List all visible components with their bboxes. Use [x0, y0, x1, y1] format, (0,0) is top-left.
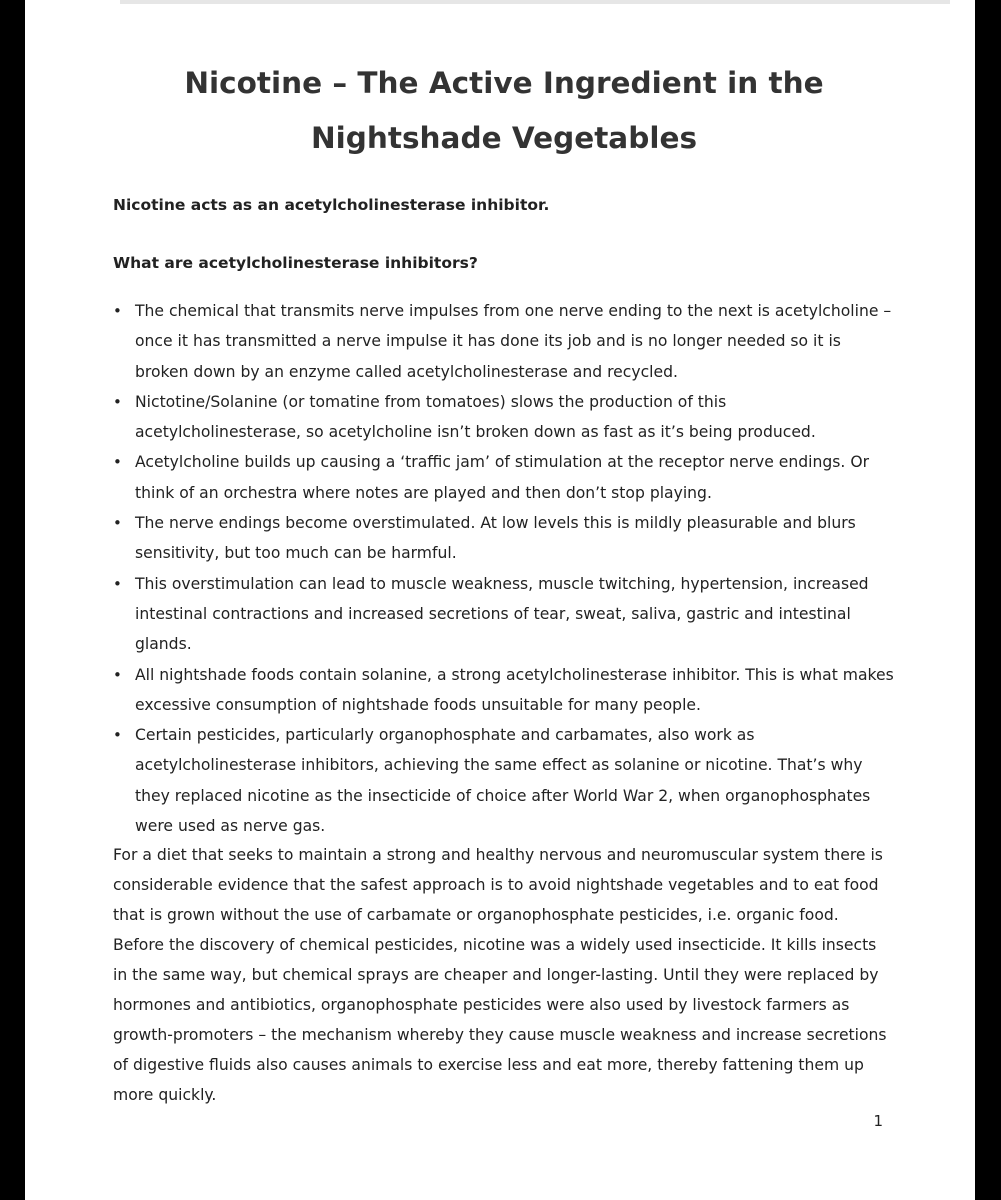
list-item — [113, 720, 895, 841]
bullet-icon: • — [113, 302, 122, 320]
list-item — [113, 508, 895, 569]
list-item-text: The nerve endings become overstimulated. At low levels this is mildly pleasurable and blurs sensitivity, but too much can be harmful. — [135, 514, 856, 563]
page-number: 1 — [873, 1112, 883, 1130]
list-item — [113, 447, 895, 508]
bullet-icon: • — [113, 665, 122, 684]
bullet-list — [113, 296, 895, 841]
page-top-edge — [120, 0, 950, 4]
document-content — [113, 56, 895, 1111]
body-paragraph-history: Before the discovery of chemical pesticides, nicotine was a widely used insecticide. It kills insects in the same way, but chemical sprays are cheaper and longer-lasting. Until they were replaced by hormones and antibiotics, organophosphate pesticides were also used by livestock farmers as growth-promoters – the mechanism whereby they cause muscle weakness and increase secretions of digestive fluids also causes animals to exercise less and eat more, thereby fattening them up more quickly. — [113, 936, 887, 1104]
bullet-icon: • — [113, 514, 122, 533]
intro-statement: Nicotine acts as an acetylcholinesterase inhibitor. — [113, 196, 550, 214]
list-item — [113, 569, 895, 660]
bullet-icon: • — [113, 726, 122, 745]
list-item-text: All nightshade foods contain solanine, a strong acetylcholinesterase inhibitor. This is what makes excessive consumption of nightshade foods unsuitable for many people. — [135, 665, 894, 714]
list-item-text: The chemical that transmits nerve impulses from one nerve ending to the next is acetylcholine – once it has transmitted a nerve impulse it has done its job and is no longer needed so it is broken down by an enzyme called acetylcholinesterase and recycled. — [135, 302, 892, 381]
list-item — [113, 296, 895, 387]
list-item — [113, 660, 895, 721]
body-paragraph-diet: For a diet that seeks to maintain a strong and healthy nervous and neuromuscular system there is considerable evidence that the safest approach is to avoid nightshade vegetables and to eat food that is grown without the use of carbamate or organophosphate pesticides, i.e. organic food. — [113, 846, 883, 925]
list-item-text: Acetylcholine builds up causing a ‘traffic jam’ of stimulation at the receptor nerve endings. Or think of an orchestra where notes are played and then don’t stop playing. — [135, 453, 870, 502]
bullet-icon: • — [113, 453, 122, 472]
bullet-icon: • — [113, 574, 122, 593]
section-heading: What are acetylcholinesterase inhibitors? — [113, 254, 478, 272]
document-title: Nicotine – The Active Ingredient in the Nightshade Vegetables — [184, 66, 824, 155]
list-item — [113, 387, 895, 448]
list-item-text: This overstimulation can lead to muscle weakness, muscle twitching, hypertension, increased intestinal contractions and increased secretions of tear, sweat, saliva, gastric and intestinal glands. — [135, 574, 869, 654]
list-item-text: Certain pesticides, particularly organophosphate and carbamates, also work as acetylcholinesterase inhibitors, achieving the same effect as solanine or nicotine. That’s why they replaced nicotine as the insecticide of choice after World War 2, when organophosphates were used as nerve gas. — [135, 726, 871, 836]
document-page — [25, 0, 975, 1200]
bullet-icon: • — [113, 392, 122, 411]
list-item-text: Nictotine/Solanine (or tomatine from tomatoes) slows the production of this acetylcholinesterase, so acetylcholine isn’t broken down as fast as it’s being produced. — [135, 392, 816, 442]
